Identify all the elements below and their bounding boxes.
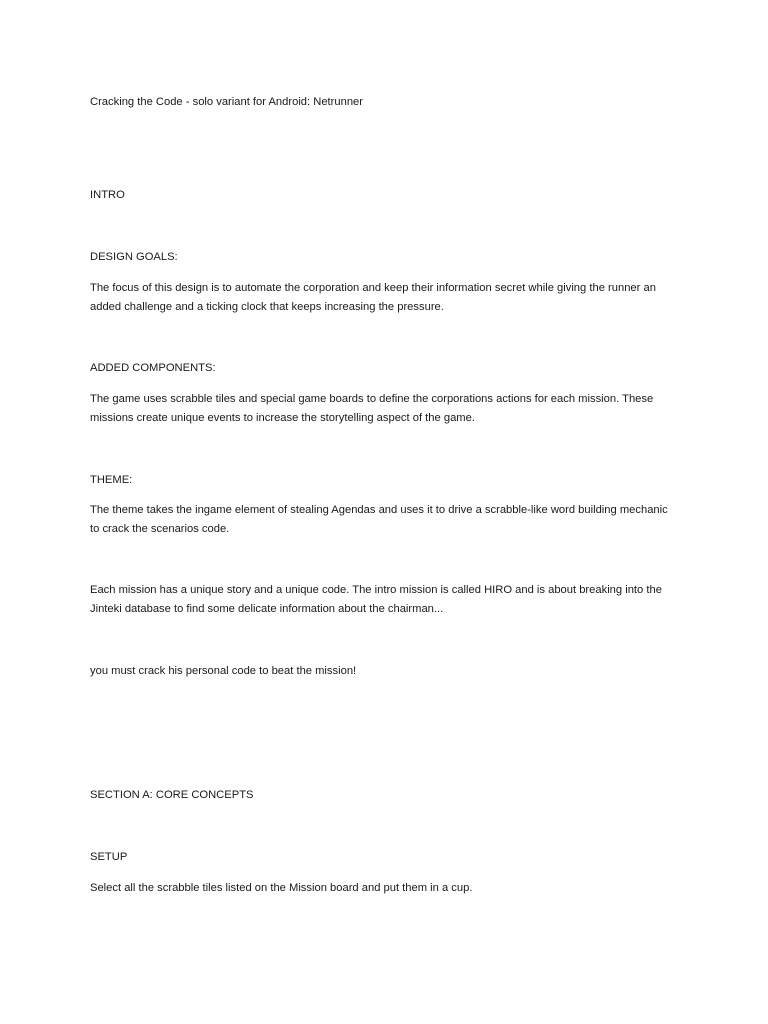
section-a-heading: SECTION A: CORE CONCEPTS (90, 789, 254, 801)
mission-paragraph: Each mission has a unique story and a unique code. The intro mission is called HIRO and is about breaking into the Jinteki database to find some delicate information about the chairman... (90, 584, 662, 615)
added-components-heading: ADDED COMPONENTS: (90, 362, 216, 374)
setup-heading: SETUP (90, 851, 128, 863)
design-goals-paragraph: The focus of this design is to automate the corporation and keep their information secret while giving the runner an added challenge and a ticking clock that keeps increasing the pressure. (90, 282, 656, 313)
setup-paragraph: Select all the scrabble tiles listed on the Mission board and put them in a cup. (90, 882, 473, 894)
crack-code-paragraph: you must crack his personal code to beat the mission! (90, 665, 357, 677)
design-goals-heading: DESIGN GOALS: (90, 251, 178, 263)
added-components-paragraph: The game uses scrabble tiles and special game boards to define the corporations actions for each mission. These missions create unique events to increase the storytelling aspect of the game. (90, 393, 654, 424)
document-title: Cracking the Code - solo variant for Android: Netrunner (90, 96, 363, 108)
theme-paragraph: The theme takes the ingame element of stealing Agendas and uses it to drive a scrabble-like word building mechanic to crack the scenarios code. (90, 504, 668, 535)
intro-heading: INTRO (90, 189, 125, 201)
theme-heading: THEME: (90, 474, 133, 486)
